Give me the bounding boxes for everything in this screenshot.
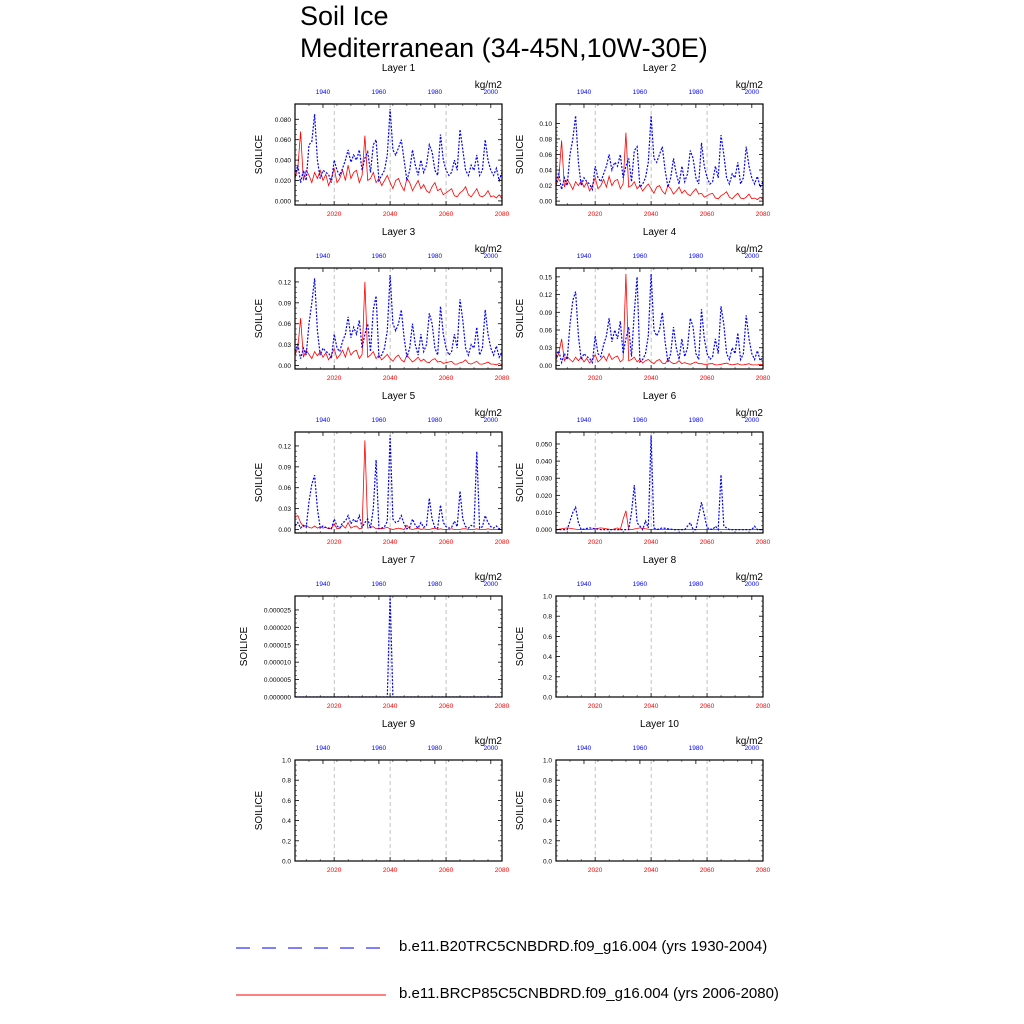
plot-frame xyxy=(295,104,502,205)
panel-layer-7 xyxy=(239,555,510,710)
x-tick-label-bottom: 2040 xyxy=(382,211,398,218)
units-label: kg/m2 xyxy=(735,244,763,255)
y-tick-label: 0.06 xyxy=(278,321,291,329)
y-tick-label: 0.000000 xyxy=(263,694,291,702)
x-tick-label-bottom: 2040 xyxy=(382,867,398,874)
x-tick-label-top: 1960 xyxy=(632,253,648,260)
x-tick-label-bottom: 2040 xyxy=(382,375,398,382)
x-tick-label-bottom: 2060 xyxy=(438,539,454,546)
x-tick-label-bottom: 2040 xyxy=(643,703,659,710)
y-tick-label: 0.06 xyxy=(539,152,552,159)
y-tick-label: 0.10 xyxy=(539,120,552,128)
panel-layer-10 xyxy=(515,719,771,874)
x-tick-label-bottom: 2040 xyxy=(643,867,659,874)
units-label: kg/m2 xyxy=(474,408,502,419)
y-tick-label: 1.0 xyxy=(542,757,552,765)
x-tick-label-top: 2000 xyxy=(483,89,499,96)
panel-title: Layer 4 xyxy=(642,227,677,238)
legend-label-historical: b.e11.B20TRC5CNBDRD.f09_g16.004 (yrs 1930-2004) xyxy=(399,938,768,955)
panel-layer-8 xyxy=(515,555,771,710)
x-tick-label-top: 1940 xyxy=(315,581,331,588)
panel-layer-9 xyxy=(254,719,510,874)
x-tick-label-bottom: 2020 xyxy=(587,211,603,218)
panel-title: Layer 2 xyxy=(642,63,677,74)
y-tick-label: 0.4 xyxy=(542,818,552,826)
y-tick-label: 0.000010 xyxy=(263,659,291,667)
series-historical xyxy=(295,596,502,697)
panel-layer-5 xyxy=(254,391,510,546)
x-tick-label-top: 1960 xyxy=(371,745,387,752)
y-tick-label: 0.000025 xyxy=(263,607,291,615)
x-tick-label-bottom: 2060 xyxy=(438,211,454,218)
y-tick-label: 0.6 xyxy=(281,797,291,805)
x-tick-label-top: 1940 xyxy=(315,253,331,260)
x-tick-label-top: 2000 xyxy=(483,253,499,260)
chart-subtitle: Mediterranean (34-45N,10W-30E) xyxy=(300,33,708,63)
y-tick-label: 1.0 xyxy=(542,593,552,601)
x-tick-label-top: 1980 xyxy=(427,745,443,752)
plot-frame xyxy=(295,596,502,697)
x-tick-label-top: 1960 xyxy=(632,417,648,424)
x-tick-label-bottom: 2040 xyxy=(643,375,659,382)
panel-title: Layer 7 xyxy=(381,555,416,566)
units-label: kg/m2 xyxy=(474,244,502,255)
y-axis-label: SOILICE xyxy=(254,134,265,175)
units-label: kg/m2 xyxy=(735,572,763,583)
x-tick-label-bottom: 2020 xyxy=(326,539,342,546)
y-axis-label: SOILICE xyxy=(239,626,250,667)
y-tick-label: 0.03 xyxy=(278,506,291,514)
x-tick-label-bottom: 2020 xyxy=(587,375,603,382)
x-tick-label-top: 1940 xyxy=(576,745,592,752)
x-tick-label-top: 1980 xyxy=(688,89,704,96)
y-axis-label: SOILICE xyxy=(515,790,526,831)
x-tick-label-bottom: 2080 xyxy=(494,539,510,546)
legend-line-rcp85 xyxy=(234,985,394,1005)
panel-title: Layer 8 xyxy=(642,555,677,566)
x-tick-label-bottom: 2080 xyxy=(755,703,771,710)
plot-frame xyxy=(295,760,502,861)
series-rcp85 xyxy=(556,274,763,365)
series-historical xyxy=(295,275,502,359)
x-tick-label-bottom: 2060 xyxy=(699,375,715,382)
y-tick-label: 0.03 xyxy=(278,342,291,350)
x-tick-label-bottom: 2020 xyxy=(326,211,342,218)
x-tick-label-top: 1960 xyxy=(371,581,387,588)
y-tick-label: 0.080 xyxy=(274,116,291,124)
plot-frame xyxy=(556,432,763,533)
y-tick-label: 0.06 xyxy=(539,327,552,335)
y-tick-label: 0.12 xyxy=(278,443,291,451)
chart-title: Soil Ice xyxy=(300,1,389,31)
panel-layer-3 xyxy=(254,227,510,382)
y-tick-label: 0.06 xyxy=(278,485,291,493)
x-tick-label-top: 2000 xyxy=(483,417,499,424)
x-tick-label-bottom: 2040 xyxy=(643,211,659,218)
x-tick-label-top: 1960 xyxy=(632,581,648,588)
y-tick-label: 0.09 xyxy=(539,309,552,317)
x-tick-label-bottom: 2080 xyxy=(494,867,510,874)
x-tick-label-bottom: 2040 xyxy=(382,539,398,546)
legend-line-historical xyxy=(234,938,394,958)
y-axis-label: SOILICE xyxy=(254,462,265,503)
x-tick-label-bottom: 2060 xyxy=(438,867,454,874)
units-label: kg/m2 xyxy=(474,80,502,91)
plot-frame xyxy=(295,432,502,533)
series-historical xyxy=(556,435,763,529)
series-historical xyxy=(556,116,763,190)
x-tick-label-bottom: 2020 xyxy=(587,703,603,710)
y-tick-label: 0.020 xyxy=(274,178,291,186)
x-tick-label-top: 1940 xyxy=(576,417,592,424)
plot-frame xyxy=(556,596,763,697)
y-tick-label: 0.2 xyxy=(281,838,291,846)
x-tick-label-bottom: 2080 xyxy=(494,703,510,710)
series-historical xyxy=(295,436,502,529)
x-tick-label-bottom: 2080 xyxy=(494,211,510,218)
y-axis-label: SOILICE xyxy=(515,626,526,667)
x-tick-label-top: 1980 xyxy=(688,745,704,752)
plot-frame xyxy=(556,760,763,861)
y-tick-label: 0.2 xyxy=(542,838,552,846)
x-tick-label-top: 2000 xyxy=(744,745,760,752)
y-tick-label: 0.2 xyxy=(542,674,552,682)
x-tick-label-bottom: 2060 xyxy=(699,867,715,874)
y-tick-label: 0.030 xyxy=(535,475,552,483)
series-rcp85 xyxy=(556,511,763,530)
y-tick-label: 0.040 xyxy=(535,458,552,466)
x-tick-label-top: 2000 xyxy=(744,253,760,260)
x-tick-label-top: 1940 xyxy=(576,253,592,260)
y-tick-label: 0.4 xyxy=(281,818,291,826)
x-tick-label-bottom: 2080 xyxy=(494,375,510,382)
panel-title: Layer 5 xyxy=(381,391,416,402)
panel-title: Layer 10 xyxy=(640,719,679,730)
y-axis-label: SOILICE xyxy=(254,790,265,831)
y-tick-label: 0.000015 xyxy=(263,642,291,650)
y-tick-label: 0.12 xyxy=(278,279,291,287)
y-tick-label: 0.04 xyxy=(539,167,552,175)
x-tick-label-top: 1980 xyxy=(688,581,704,588)
x-tick-label-bottom: 2080 xyxy=(755,867,771,874)
x-tick-label-bottom: 2020 xyxy=(326,867,342,874)
y-tick-label: 1.0 xyxy=(281,757,291,765)
x-tick-label-top: 1960 xyxy=(371,253,387,260)
plot-frame xyxy=(556,104,763,205)
x-tick-label-top: 1940 xyxy=(576,581,592,588)
x-tick-label-top: 1940 xyxy=(315,417,331,424)
x-tick-label-top: 1980 xyxy=(427,417,443,424)
y-tick-label: 0.09 xyxy=(278,464,291,472)
units-label: kg/m2 xyxy=(735,80,763,91)
y-tick-label: 0.8 xyxy=(281,777,291,785)
y-tick-label: 0.0 xyxy=(281,858,291,866)
series-rcp85 xyxy=(556,133,763,200)
y-tick-label: 0.8 xyxy=(542,777,552,785)
y-axis-label: SOILICE xyxy=(515,134,526,175)
x-tick-label-top: 2000 xyxy=(483,745,499,752)
units-label: kg/m2 xyxy=(735,408,763,419)
y-tick-label: 0.040 xyxy=(274,157,291,165)
x-tick-label-top: 1940 xyxy=(315,89,331,96)
y-tick-label: 0.000 xyxy=(535,527,552,535)
y-axis-label: SOILICE xyxy=(515,462,526,503)
units-label: kg/m2 xyxy=(474,572,502,583)
x-tick-label-bottom: 2060 xyxy=(699,539,715,546)
y-tick-label: 0.00 xyxy=(278,363,291,371)
x-tick-label-top: 1960 xyxy=(632,89,648,96)
x-tick-label-top: 1980 xyxy=(688,417,704,424)
x-tick-label-bottom: 2020 xyxy=(587,539,603,546)
x-tick-label-top: 2000 xyxy=(483,581,499,588)
y-tick-label: 0.02 xyxy=(539,183,552,191)
y-tick-label: 0.09 xyxy=(278,300,291,308)
y-tick-label: 0.08 xyxy=(539,136,552,144)
panel-layer-4 xyxy=(515,227,771,382)
y-tick-label: 0.6 xyxy=(542,797,552,805)
x-tick-label-bottom: 2080 xyxy=(755,211,771,218)
x-tick-label-top: 1940 xyxy=(576,89,592,96)
x-tick-label-bottom: 2060 xyxy=(699,211,715,218)
x-tick-label-top: 2000 xyxy=(744,417,760,424)
y-tick-label: 0.0 xyxy=(542,858,552,866)
panel-layer-2 xyxy=(515,63,771,218)
x-tick-label-bottom: 2020 xyxy=(326,703,342,710)
x-tick-label-top: 1980 xyxy=(427,581,443,588)
y-tick-label: 0.000 xyxy=(274,198,291,206)
plot-frame xyxy=(556,268,763,369)
y-tick-label: 0.060 xyxy=(274,137,291,145)
x-tick-label-bottom: 2040 xyxy=(382,703,398,710)
x-tick-label-bottom: 2060 xyxy=(438,703,454,710)
y-tick-label: 0.050 xyxy=(535,441,552,449)
units-label: kg/m2 xyxy=(474,736,502,747)
x-tick-label-top: 1980 xyxy=(427,253,443,260)
y-tick-label: 0.000020 xyxy=(263,624,291,632)
units-label: kg/m2 xyxy=(735,736,763,747)
y-tick-label: 0.020 xyxy=(535,492,552,500)
panel-layer-1 xyxy=(254,63,510,218)
x-tick-label-top: 1940 xyxy=(315,745,331,752)
series-rcp85 xyxy=(295,440,502,529)
x-tick-label-top: 2000 xyxy=(744,581,760,588)
y-tick-label: 0.00 xyxy=(539,198,552,206)
y-tick-label: 0.010 xyxy=(535,509,552,517)
y-tick-label: 0.00 xyxy=(539,362,552,370)
y-tick-label: 0.03 xyxy=(539,345,552,353)
panel-title: Layer 9 xyxy=(381,719,416,730)
x-tick-label-top: 1960 xyxy=(632,745,648,752)
x-tick-label-bottom: 2020 xyxy=(587,867,603,874)
x-tick-label-bottom: 2060 xyxy=(438,375,454,382)
x-tick-label-top: 1980 xyxy=(427,89,443,96)
y-tick-label: 0.8 xyxy=(542,613,552,621)
y-tick-label: 0.4 xyxy=(542,654,552,662)
panel-layer-6 xyxy=(515,391,771,546)
x-tick-label-top: 1960 xyxy=(371,89,387,96)
x-tick-label-top: 2000 xyxy=(744,89,760,96)
y-tick-label: 0.0 xyxy=(542,694,552,702)
x-tick-label-bottom: 2060 xyxy=(699,703,715,710)
y-tick-label: 0.000005 xyxy=(263,677,291,685)
y-tick-label: 0.6 xyxy=(542,633,552,641)
x-tick-label-bottom: 2040 xyxy=(643,539,659,546)
legend-label-rcp85: b.e11.BRCP85C5CNBDRD.f09_g16.004 (yrs 2006-2080) xyxy=(399,985,779,1002)
panel-title: Layer 1 xyxy=(381,63,416,74)
y-tick-label: 0.12 xyxy=(539,292,552,300)
series-historical xyxy=(295,109,502,183)
series-historical xyxy=(556,274,763,363)
y-tick-label: 0.00 xyxy=(278,527,291,535)
x-tick-label-top: 1980 xyxy=(688,253,704,260)
y-axis-label: SOILICE xyxy=(254,298,265,339)
x-tick-label-top: 1960 xyxy=(371,417,387,424)
x-tick-label-bottom: 2080 xyxy=(755,539,771,546)
x-tick-label-bottom: 2080 xyxy=(755,375,771,382)
panel-title: Layer 6 xyxy=(642,391,677,402)
y-axis-label: SOILICE xyxy=(515,298,526,339)
x-tick-label-bottom: 2020 xyxy=(326,375,342,382)
y-tick-label: 0.15 xyxy=(539,274,552,282)
panel-title: Layer 3 xyxy=(381,227,416,238)
